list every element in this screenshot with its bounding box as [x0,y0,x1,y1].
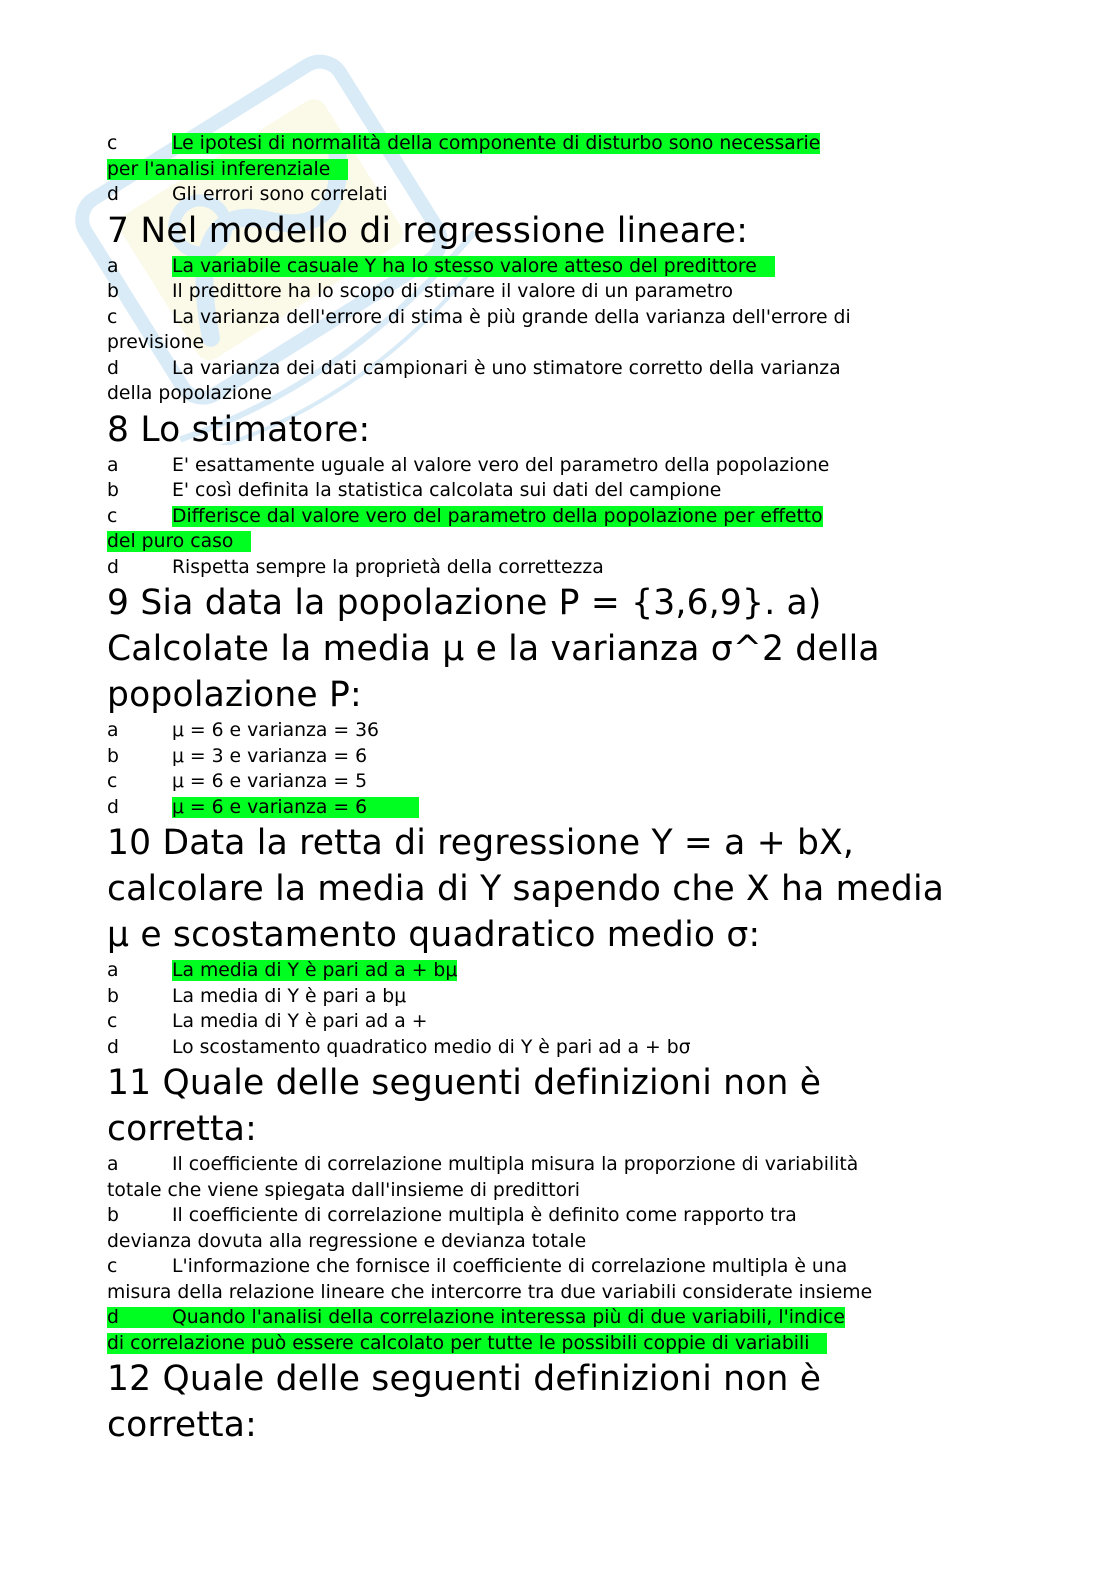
option-text: Gli errori sono correlati [172,184,388,205]
option-letter: a [107,720,119,741]
option-text: Lo scostamento quadratico medio di Y è pari ad a + bσ [172,1036,691,1058]
option-b [107,478,1007,504]
question-title-line: μ e scostamento quadratico medio σ: [107,915,761,955]
question-title [107,1356,1007,1448]
option-letter: d [107,1307,119,1328]
question-title-line: 9 Sia data la popolazione P = {3,6,9}. a) [107,583,822,623]
option-c [107,131,1007,182]
question-title-line: corretta: [107,1109,257,1149]
option-text: misura della relazione lineare che intercorre tra due variabili considerate insieme [107,1281,873,1303]
question-title-line: 10 Data la retta di regressione Y = a + bX, [107,823,855,863]
option-a [107,718,1007,744]
highlighted-answer: La variabile casuale Y ha lo stesso valore atteso del predittore [172,256,775,277]
option-letter: c [107,505,118,527]
document-content [107,131,1007,1448]
option-letter: b [107,745,119,767]
question-title [107,580,1007,718]
option-letter: b [107,480,119,501]
option-text: La media di Y è pari a bμ [172,985,407,1007]
highlighted-answer: La media di Y è pari ad a + bμ [172,960,458,981]
question-title-line: 12 Quale delle seguenti definizioni non è [107,1359,822,1399]
option-letter: c [107,1011,118,1032]
option-text: μ = 6 e varianza = 36 [172,720,379,741]
question-title-line: Calcolate la media μ e la varianza σ^2 della [107,629,880,669]
option-text: Il coefficiente di correlazione multipla misura la proporzione di variabilità [172,1154,859,1175]
option-b [107,984,1007,1010]
option-letter: d [107,357,119,379]
option-c [107,504,1007,555]
option-d [107,1305,1007,1356]
option-b [107,279,1007,305]
highlighted-answer: del puro caso [107,531,251,552]
highlighted-answer: per l'analisi inferenziale [107,159,348,180]
option-letter: a [107,1154,119,1175]
option-letter: c [107,771,118,792]
option-a [107,958,1007,984]
highlighted-answer: di correlazione può essere calcolato per tutte le possibili coppie di variabili [107,1333,827,1354]
option-text: E' così definita la statistica calcolata sui dati del campione [172,480,722,501]
option-d [107,555,1007,581]
option-text: μ = 3 e varianza = 6 [172,745,368,767]
option-text: L'informazione che fornisce il coefficiente di correlazione multipla è una [172,1256,848,1277]
option-a [107,254,1007,280]
option-text: previsione [107,332,205,353]
question-title-line: corretta: [107,1405,257,1445]
option-text: La media di Y è pari ad a + [172,1011,428,1032]
option-c [107,1254,1007,1305]
question-title [107,1060,1007,1152]
option-d [107,182,1007,208]
option-letter: a [107,255,119,277]
option-text: La varianza dell'errore di stima è più grande della varianza dell'errore di [172,306,851,328]
option-text: E' esattamente uguale al valore vero del parametro della popolazione [172,454,830,476]
option-letter: b [107,281,119,302]
highlighted-answer: Differisce dal valore vero del parametro della popolazione per effetto [172,505,823,527]
option-c [107,1009,1007,1035]
option-text: μ = 6 e varianza = 5 [172,771,368,792]
option-d [107,1035,1007,1061]
option-letter: a [107,454,119,476]
option-text: della popolazione [107,383,272,404]
highlighted-answer: μ = 6 e varianza = 6 [172,797,419,818]
option-letter: d [107,796,119,818]
question-title [107,820,1007,958]
highlighted-answer: Quando l'analisi della correlazione interessa più di due variabili, l'indice [172,1307,845,1328]
option-text: devianza dovuta alla regressione e devianza totale [107,1230,587,1252]
option-text: Rispetta sempre la proprietà della correttezza [172,556,604,578]
option-b [107,744,1007,770]
option-letter: d [107,184,119,205]
option-a [107,1152,1007,1203]
option-text: Il predittore ha lo scopo di stimare il valore di un parametro [172,281,733,302]
question-title-line: popolazione P: [107,675,362,715]
option-letter: b [107,985,119,1007]
question-title: 8 Lo stimatore: [107,409,371,450]
option-b [107,1203,1007,1254]
highlighted-answer: Le ipotesi di normalità della componente di disturbo sono necessarie [172,133,821,154]
option-letter: c [107,1256,118,1277]
option-letter: c [107,306,118,328]
option-letter: d [107,556,119,578]
option-d [107,356,1007,407]
question-title-line: 11 Quale delle seguenti definizioni non è [107,1063,822,1103]
option-text: totale che viene spiegata dall'insieme di predittori [107,1179,581,1201]
option-text: La varianza dei dati campionari è uno stimatore corretto della varianza [172,357,841,379]
option-letter: b [107,1205,119,1226]
option-letter: d [107,1036,119,1058]
option-letter: c [107,133,118,154]
option-c [107,305,1007,356]
option-d [107,795,1007,821]
option-c [107,769,1007,795]
question-title: 7 Nel modello di regressione lineare: [107,210,749,251]
question-title-line: calcolare la media di Y sapendo che X ha media [107,869,945,909]
option-letter: a [107,960,119,981]
option-text: Il coefficiente di correlazione multipla è definito come rapporto tra [172,1205,797,1226]
option-a [107,453,1007,479]
